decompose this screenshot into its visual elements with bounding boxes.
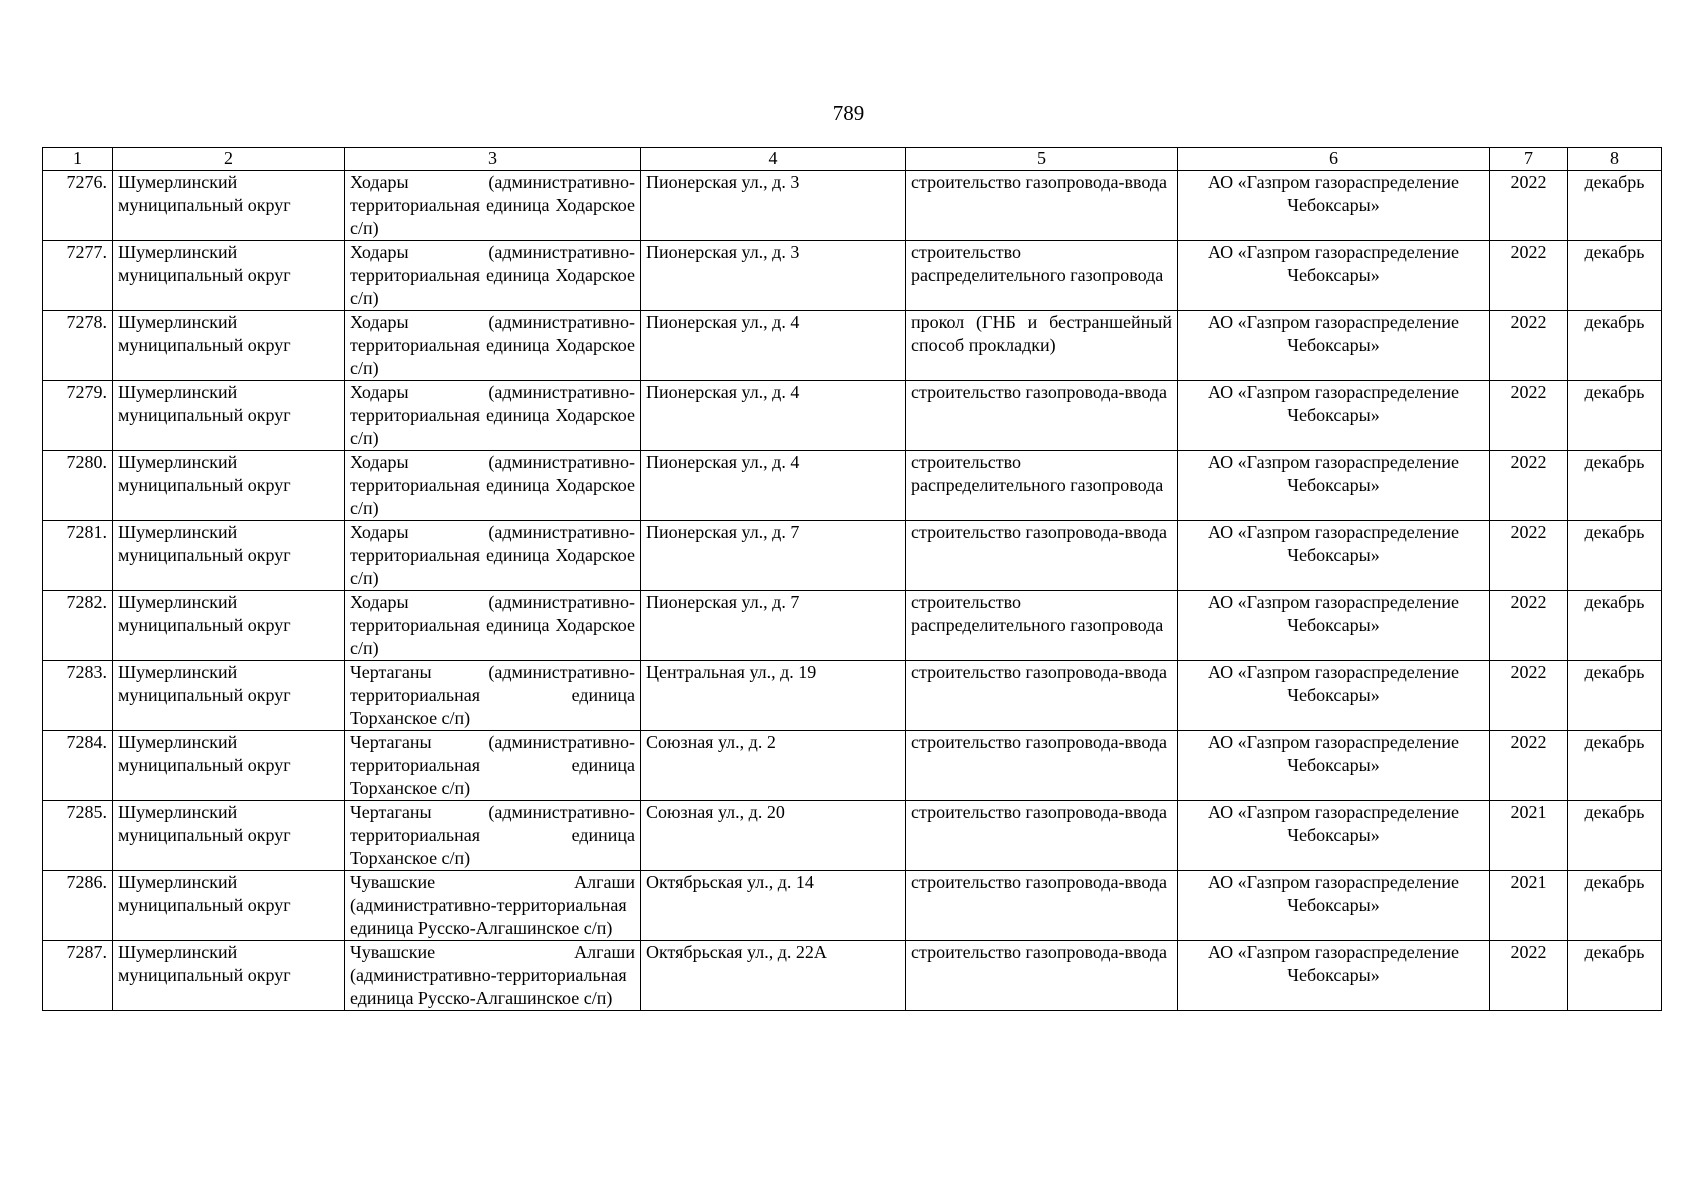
year-cell: 2022: [1490, 451, 1568, 521]
year-cell: 2021: [1490, 871, 1568, 941]
organization-cell: АО «Газпром газораспределение Чебоксары»: [1178, 451, 1490, 521]
address-cell: Пионерская ул., д. 4: [641, 381, 906, 451]
row-number-cell: 7281.: [43, 521, 113, 591]
address-cell: Пионерская ул., д. 7: [641, 521, 906, 591]
table-row: [43, 381, 1662, 451]
address-cell: Октябрьская ул., д. 14: [641, 871, 906, 941]
work-type-cell: строительство газопровода-ввода: [906, 661, 1178, 731]
locality-cell: Ходары (административно-территориальная единица Ходарское с/п): [345, 521, 641, 591]
work-type-cell: строительство газопровода-ввода: [906, 381, 1178, 451]
work-type-cell: строительство газопровода-ввода: [906, 171, 1178, 241]
locality-cell: Ходары (административно-территориальная единица Ходарское с/п): [345, 171, 641, 241]
year-cell: 2022: [1490, 241, 1568, 311]
work-type-cell: строительство газопровода-ввода: [906, 731, 1178, 801]
district-cell: Шумерлинский муниципальный округ: [113, 381, 345, 451]
month-cell: декабрь: [1568, 171, 1662, 241]
month-cell: декабрь: [1568, 731, 1662, 801]
organization-cell: АО «Газпром газораспределение Чебоксары»: [1178, 381, 1490, 451]
district-cell: Шумерлинский муниципальный округ: [113, 451, 345, 521]
locality-cell: Ходары (административно-территориальная единица Ходарское с/п): [345, 241, 641, 311]
table-row: [43, 521, 1662, 591]
year-cell: 2022: [1490, 381, 1568, 451]
locality-cell: Ходары (административно-территориальная единица Ходарское с/п): [345, 591, 641, 661]
locality-cell: Ходары (административно-территориальная единица Ходарское с/п): [345, 381, 641, 451]
work-type-cell: строительство распределительного газопровода: [906, 241, 1178, 311]
row-number-cell: 7282.: [43, 591, 113, 661]
organization-cell: АО «Газпром газораспределение Чебоксары»: [1178, 591, 1490, 661]
table-row: [43, 871, 1662, 941]
locality-cell: Чувашские Алгаши (административно-территориальная единица Русско-Алгашинское с/п): [345, 941, 641, 1011]
work-type-cell: строительство распределительного газопровода: [906, 591, 1178, 661]
year-cell: 2022: [1490, 311, 1568, 381]
locality-cell: Чертаганы (административно-территориальная единица Торханское с/п): [345, 661, 641, 731]
district-cell: Шумерлинский муниципальный округ: [113, 521, 345, 591]
address-cell: Союзная ул., д. 20: [641, 801, 906, 871]
work-type-cell: строительство газопровода-ввода: [906, 941, 1178, 1011]
locality-cell: Ходары (административно-территориальная единица Ходарское с/п): [345, 451, 641, 521]
district-cell: Шумерлинский муниципальный округ: [113, 311, 345, 381]
table-row: [43, 591, 1662, 661]
column-header: 8: [1568, 148, 1662, 171]
row-number-cell: 7284.: [43, 731, 113, 801]
month-cell: декабрь: [1568, 661, 1662, 731]
month-cell: декабрь: [1568, 941, 1662, 1011]
address-cell: Пионерская ул., д. 4: [641, 451, 906, 521]
table-body: [43, 171, 1662, 1011]
month-cell: декабрь: [1568, 381, 1662, 451]
address-cell: Пионерская ул., д. 4: [641, 311, 906, 381]
table-row: [43, 311, 1662, 381]
year-cell: 2022: [1490, 941, 1568, 1011]
table-row: [43, 171, 1662, 241]
district-cell: Шумерлинский муниципальный округ: [113, 941, 345, 1011]
column-header: 6: [1178, 148, 1490, 171]
locality-cell: Чертаганы (административно-территориальная единица Торханское с/п): [345, 801, 641, 871]
year-cell: 2022: [1490, 661, 1568, 731]
organization-cell: АО «Газпром газораспределение Чебоксары»: [1178, 731, 1490, 801]
locality-cell: Чувашские Алгаши (административно-территориальная единица Русско-Алгашинское с/п): [345, 871, 641, 941]
district-cell: Шумерлинский муниципальный округ: [113, 871, 345, 941]
organization-cell: АО «Газпром газораспределение Чебоксары»: [1178, 171, 1490, 241]
row-number-cell: 7280.: [43, 451, 113, 521]
address-cell: Пионерская ул., д. 3: [641, 241, 906, 311]
address-cell: Пионерская ул., д. 3: [641, 171, 906, 241]
year-cell: 2022: [1490, 171, 1568, 241]
organization-cell: АО «Газпром газораспределение Чебоксары»: [1178, 871, 1490, 941]
table-row: [43, 661, 1662, 731]
page-number: 789: [832, 101, 865, 125]
organization-cell: АО «Газпром газораспределение Чебоксары»: [1178, 311, 1490, 381]
row-number-cell: 7287.: [43, 941, 113, 1011]
district-cell: Шумерлинский муниципальный округ: [113, 241, 345, 311]
month-cell: декабрь: [1568, 451, 1662, 521]
district-cell: Шумерлинский муниципальный округ: [113, 801, 345, 871]
row-number-cell: 7277.: [43, 241, 113, 311]
work-type-cell: строительство газопровода-ввода: [906, 801, 1178, 871]
row-number-cell: 7283.: [43, 661, 113, 731]
locality-cell: Ходары (административно-территориальная единица Ходарское с/п): [345, 311, 641, 381]
month-cell: декабрь: [1568, 801, 1662, 871]
table-row: [43, 731, 1662, 801]
district-cell: Шумерлинский муниципальный округ: [113, 591, 345, 661]
column-number-row: [43, 148, 1662, 171]
organization-cell: АО «Газпром газораспределение Чебоксары»: [1178, 241, 1490, 311]
year-cell: 2022: [1490, 591, 1568, 661]
month-cell: декабрь: [1568, 871, 1662, 941]
organization-cell: АО «Газпром газораспределение Чебоксары»: [1178, 521, 1490, 591]
column-header: 5: [906, 148, 1178, 171]
row-number-cell: 7286.: [43, 871, 113, 941]
column-header: 2: [113, 148, 345, 171]
work-type-cell: прокол (ГНБ и бестраншейный способ прокладки): [906, 311, 1178, 381]
column-header: 1: [43, 148, 113, 171]
month-cell: декабрь: [1568, 311, 1662, 381]
organization-cell: АО «Газпром газораспределение Чебоксары»: [1178, 941, 1490, 1011]
work-type-cell: строительство газопровода-ввода: [906, 521, 1178, 591]
row-number-cell: 7278.: [43, 311, 113, 381]
address-cell: Центральная ул., д. 19: [641, 661, 906, 731]
table-row: [43, 451, 1662, 521]
year-cell: 2021: [1490, 801, 1568, 871]
district-cell: Шумерлинский муниципальный округ: [113, 731, 345, 801]
address-cell: Союзная ул., д. 2: [641, 731, 906, 801]
column-header: 3: [345, 148, 641, 171]
address-cell: Октябрьская ул., д. 22А: [641, 941, 906, 1011]
row-number-cell: 7285.: [43, 801, 113, 871]
year-cell: 2022: [1490, 731, 1568, 801]
column-header: 7: [1490, 148, 1568, 171]
organization-cell: АО «Газпром газораспределение Чебоксары»: [1178, 661, 1490, 731]
table-row: [43, 241, 1662, 311]
table-row: [43, 941, 1662, 1011]
table-row: [43, 801, 1662, 871]
month-cell: декабрь: [1568, 521, 1662, 591]
row-number-cell: 7279.: [43, 381, 113, 451]
month-cell: декабрь: [1568, 591, 1662, 661]
district-cell: Шумерлинский муниципальный округ: [113, 171, 345, 241]
work-type-cell: строительство распределительного газопровода: [906, 451, 1178, 521]
organization-cell: АО «Газпром газораспределение Чебоксары»: [1178, 801, 1490, 871]
locality-cell: Чертаганы (административно-территориальная единица Торханское с/п): [345, 731, 641, 801]
district-cell: Шумерлинский муниципальный округ: [113, 661, 345, 731]
column-header: 4: [641, 148, 906, 171]
address-cell: Пионерская ул., д. 7: [641, 591, 906, 661]
month-cell: декабрь: [1568, 241, 1662, 311]
gas-works-table: [42, 147, 1662, 1011]
year-cell: 2022: [1490, 521, 1568, 591]
work-type-cell: строительство газопровода-ввода: [906, 871, 1178, 941]
row-number-cell: 7276.: [43, 171, 113, 241]
